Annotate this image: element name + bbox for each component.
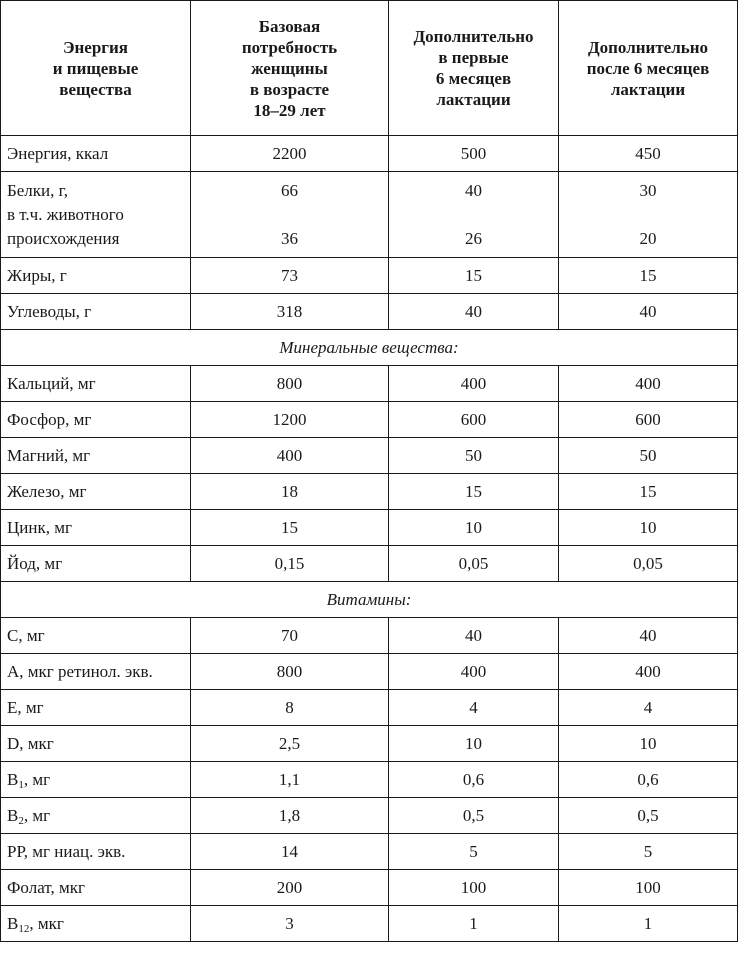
section-row-vitamins — [1, 582, 738, 618]
row-label: Йод, мг — [1, 546, 191, 582]
first6-value: 4 — [389, 690, 559, 726]
b12-unit: , мкг — [29, 913, 64, 933]
base-value: 2200 — [191, 136, 389, 172]
after6-value: 0,6 — [559, 762, 738, 798]
base-value: 73 — [191, 258, 389, 294]
base-value: 18 — [191, 474, 389, 510]
row-label: Магний, мг — [1, 438, 191, 474]
table-row — [1, 258, 738, 294]
after6-value: 10 — [559, 726, 738, 762]
base-value: 800 — [191, 366, 389, 402]
base-value: 70 — [191, 618, 389, 654]
base-value: 2,5 — [191, 726, 389, 762]
row-label: Железо, мг — [1, 474, 191, 510]
protein-after6-animal: 20 — [639, 228, 657, 248]
row-label: А, мкг ретинол. экв. — [1, 654, 191, 690]
base-value: 0,15 — [191, 546, 389, 582]
first6-value: 1 — [389, 906, 559, 942]
row-label-b12 — [1, 906, 191, 942]
after6-value: 450 — [559, 136, 738, 172]
first6-value: 400 — [389, 366, 559, 402]
protein-first6-animal: 26 — [465, 228, 482, 248]
section-title-minerals: Минеральные вещества: — [1, 330, 738, 366]
b1-unit: , мг — [23, 769, 51, 789]
first6-value: 40 — [389, 294, 559, 330]
row-label: Цинк, мг — [1, 510, 191, 546]
row-label: Кальций, мг — [1, 366, 191, 402]
after6-value: 40 — [559, 618, 738, 654]
first6-value: 0,6 — [389, 762, 559, 798]
after6-value: 4 — [559, 690, 738, 726]
b1-subscript: 1 — [18, 778, 24, 791]
after6-value: 50 — [559, 438, 738, 474]
first6-value: 0,05 — [389, 546, 559, 582]
first6-value: 500 — [389, 136, 559, 172]
protein-line-3: происхождения — [7, 228, 120, 248]
protein-base-total: 66 — [281, 180, 298, 200]
table-row-b1 — [1, 762, 738, 798]
table-row — [1, 136, 738, 172]
first6-value: 5 — [389, 834, 559, 870]
base-value: 318 — [191, 294, 389, 330]
after6-value: 400 — [559, 654, 738, 690]
protein-after6-total: 30 — [639, 180, 657, 200]
after6-value: 10 — [559, 510, 738, 546]
table-row-b2 — [1, 798, 738, 834]
row-label-b1 — [1, 762, 191, 798]
first6-value: 15 — [389, 474, 559, 510]
first6-value: 10 — [389, 510, 559, 546]
after6-value: 40 — [559, 294, 738, 330]
first6-value: 10 — [389, 726, 559, 762]
b2-letter: В — [7, 805, 19, 825]
protein-first6-total: 40 — [465, 180, 482, 200]
row-label: Жиры, г — [1, 258, 191, 294]
first6-value: 50 — [389, 438, 559, 474]
after6-value: 5 — [559, 834, 738, 870]
first6-value: 400 — [389, 654, 559, 690]
protein-line-2: в т.ч. животного — [7, 204, 124, 224]
base-value: 800 — [191, 654, 389, 690]
first6-value: 600 — [389, 402, 559, 438]
protein-line-1: Белки, г, — [7, 180, 68, 200]
base-value: 1,1 — [191, 762, 389, 798]
section-title-vitamins: Витамины: — [1, 582, 738, 618]
after6-value: 15 — [559, 258, 738, 294]
table-row — [1, 294, 738, 330]
first6-value: 0,5 — [389, 798, 559, 834]
row-label: Фолат, мкг — [1, 870, 191, 906]
base-value: 1,8 — [191, 798, 389, 834]
row-label: D, мкг — [1, 726, 191, 762]
after6-value: 100 — [559, 870, 738, 906]
protein-first6-cell — [389, 172, 559, 258]
after6-value: 0,5 — [559, 798, 738, 834]
protein-base-cell — [191, 172, 389, 258]
table-row — [1, 366, 738, 402]
table-row — [1, 690, 738, 726]
row-label-protein — [1, 172, 191, 258]
header-base-need: Базовая потребность женщины в возрасте 18–29 лет — [191, 1, 389, 136]
after6-value: 0,05 — [559, 546, 738, 582]
after6-value: 600 — [559, 402, 738, 438]
row-label: Фосфор, мг — [1, 402, 191, 438]
row-label: Е, мг — [1, 690, 191, 726]
protein-base-animal: 36 — [281, 228, 298, 248]
protein-after6-cell — [559, 172, 738, 258]
after6-value: 15 — [559, 474, 738, 510]
row-label: Энергия, ккал — [1, 136, 191, 172]
row-label: С, мг — [1, 618, 191, 654]
base-value: 3 — [191, 906, 389, 942]
b12-letter: В — [7, 913, 19, 933]
first6-value: 15 — [389, 258, 559, 294]
header-row — [1, 1, 738, 136]
header-nutrient: Энергия и пищевые вещества — [1, 1, 191, 136]
table-row — [1, 510, 738, 546]
base-value: 15 — [191, 510, 389, 546]
row-label: Углеводы, г — [1, 294, 191, 330]
base-value: 1200 — [191, 402, 389, 438]
b1-letter: В — [7, 769, 19, 789]
after6-value: 400 — [559, 366, 738, 402]
first6-value: 100 — [389, 870, 559, 906]
section-row-minerals — [1, 330, 738, 366]
table-row — [1, 402, 738, 438]
after6-value: 1 — [559, 906, 738, 942]
row-label: РР, мг ниац. экв. — [1, 834, 191, 870]
b2-unit: , мг — [23, 805, 51, 825]
base-value: 200 — [191, 870, 389, 906]
table-row-b12 — [1, 906, 738, 942]
table-row — [1, 618, 738, 654]
base-value: 14 — [191, 834, 389, 870]
table-row — [1, 870, 738, 906]
header-first-6-months: Дополнительно в первые 6 месяцев лактации — [389, 1, 559, 136]
b12-subscript: 12 — [18, 922, 30, 935]
first6-value: 40 — [389, 618, 559, 654]
table-row — [1, 438, 738, 474]
b2-subscript: 2 — [18, 814, 24, 827]
base-value: 8 — [191, 690, 389, 726]
table-row — [1, 474, 738, 510]
base-value: 400 — [191, 438, 389, 474]
table-row-protein — [1, 172, 738, 258]
table-row — [1, 726, 738, 762]
table-row — [1, 546, 738, 582]
header-after-6-months: Дополнительно после 6 месяцев лактации — [559, 1, 738, 136]
table-row — [1, 834, 738, 870]
table-row — [1, 654, 738, 690]
row-label-b2 — [1, 798, 191, 834]
